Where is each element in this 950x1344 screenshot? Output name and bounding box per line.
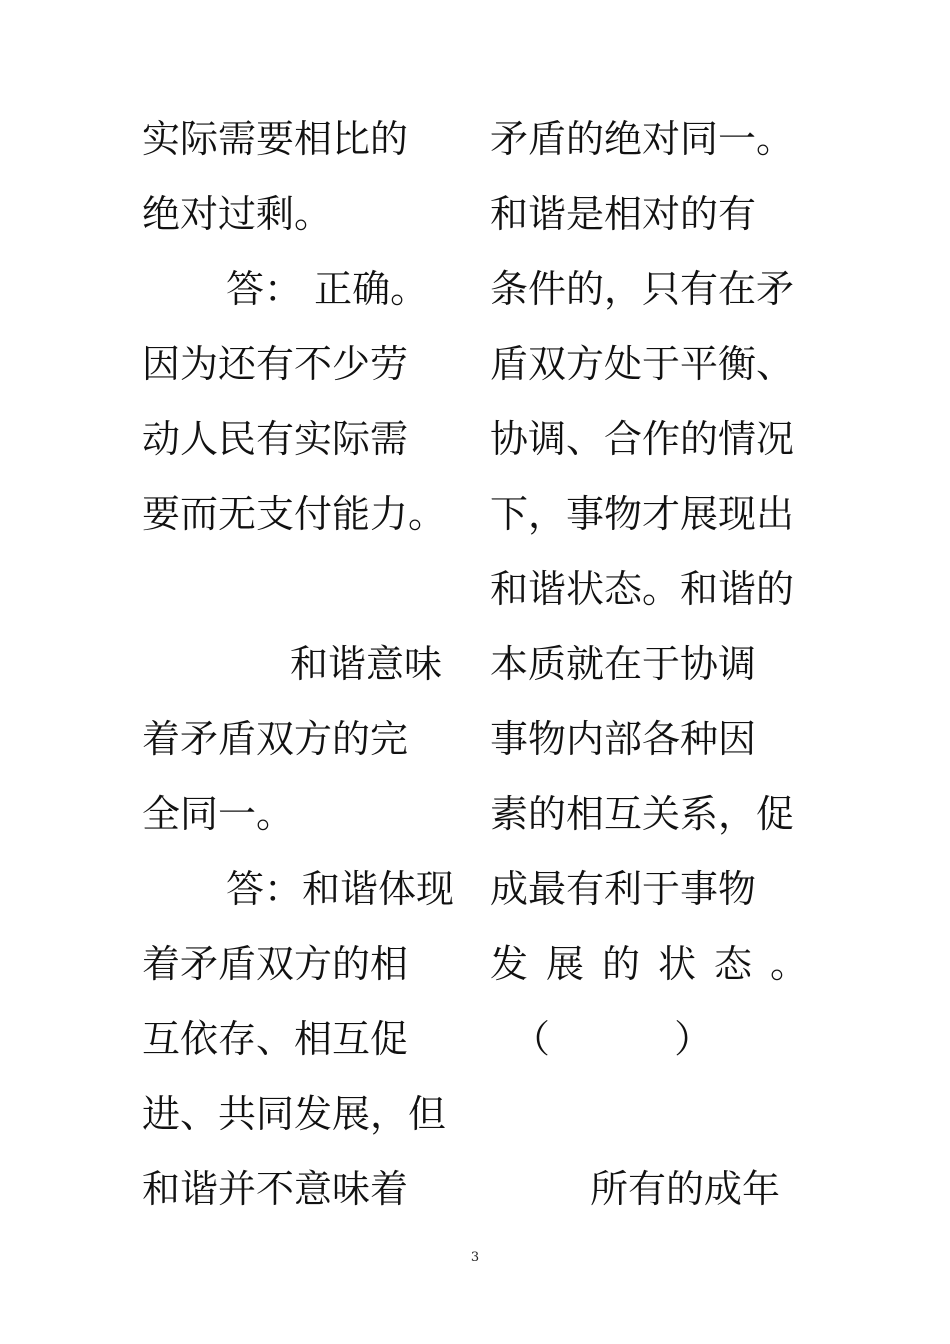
text-line: 和谐是相对的有	[490, 192, 757, 236]
text-line: 绝对过剩。	[142, 192, 333, 236]
text-line: 要而无支付能力。	[142, 492, 447, 536]
right-text-column	[490, 102, 827, 1227]
text-line: 发展的状态。	[490, 942, 827, 986]
page-number: 3	[470, 1250, 480, 1265]
answer-bracket: （ ）	[512, 1017, 769, 1061]
text-line: 素的相互关系，促	[490, 792, 795, 836]
question-line: 所有的成年	[590, 1167, 781, 1211]
text-line: 本质就在于协调	[490, 642, 757, 686]
text-line: 和谐并不意味着	[142, 1167, 409, 1211]
text-line: 下，事物才展现出	[490, 492, 795, 536]
answer-line: 答： 正确。	[226, 267, 429, 311]
blank-line	[142, 552, 460, 627]
text-line: 条件的，只有在矛	[490, 267, 795, 311]
text-line: 着矛盾双方的完	[142, 717, 409, 761]
text-line: 全同一。	[142, 792, 295, 836]
blank-line	[490, 1077, 808, 1152]
text-line: 动人民有实际需	[142, 417, 409, 461]
text-line: 互依存、相互促	[142, 1017, 409, 1061]
text-line: 进、共同发展，但	[142, 1092, 447, 1136]
answer-line: 答：和谐体现	[226, 867, 455, 911]
text-line: 成最有利于事物	[490, 867, 757, 911]
text-line: 实际需要相比的	[142, 117, 409, 161]
text-line: 事物内部各种因	[490, 717, 757, 761]
text-line: 和谐状态。和谐的	[490, 567, 795, 611]
text-line: 协调、合作的情况	[490, 417, 795, 461]
text-line: 盾双方处于平衡、	[490, 342, 795, 386]
text-line: 因为还有不少劳	[142, 342, 409, 386]
question-line: 和谐意味	[290, 642, 443, 686]
left-text-column	[142, 102, 460, 1227]
text-line: 着矛盾双方的相	[142, 942, 409, 986]
text-line: 矛盾的绝对同一。	[490, 117, 795, 161]
